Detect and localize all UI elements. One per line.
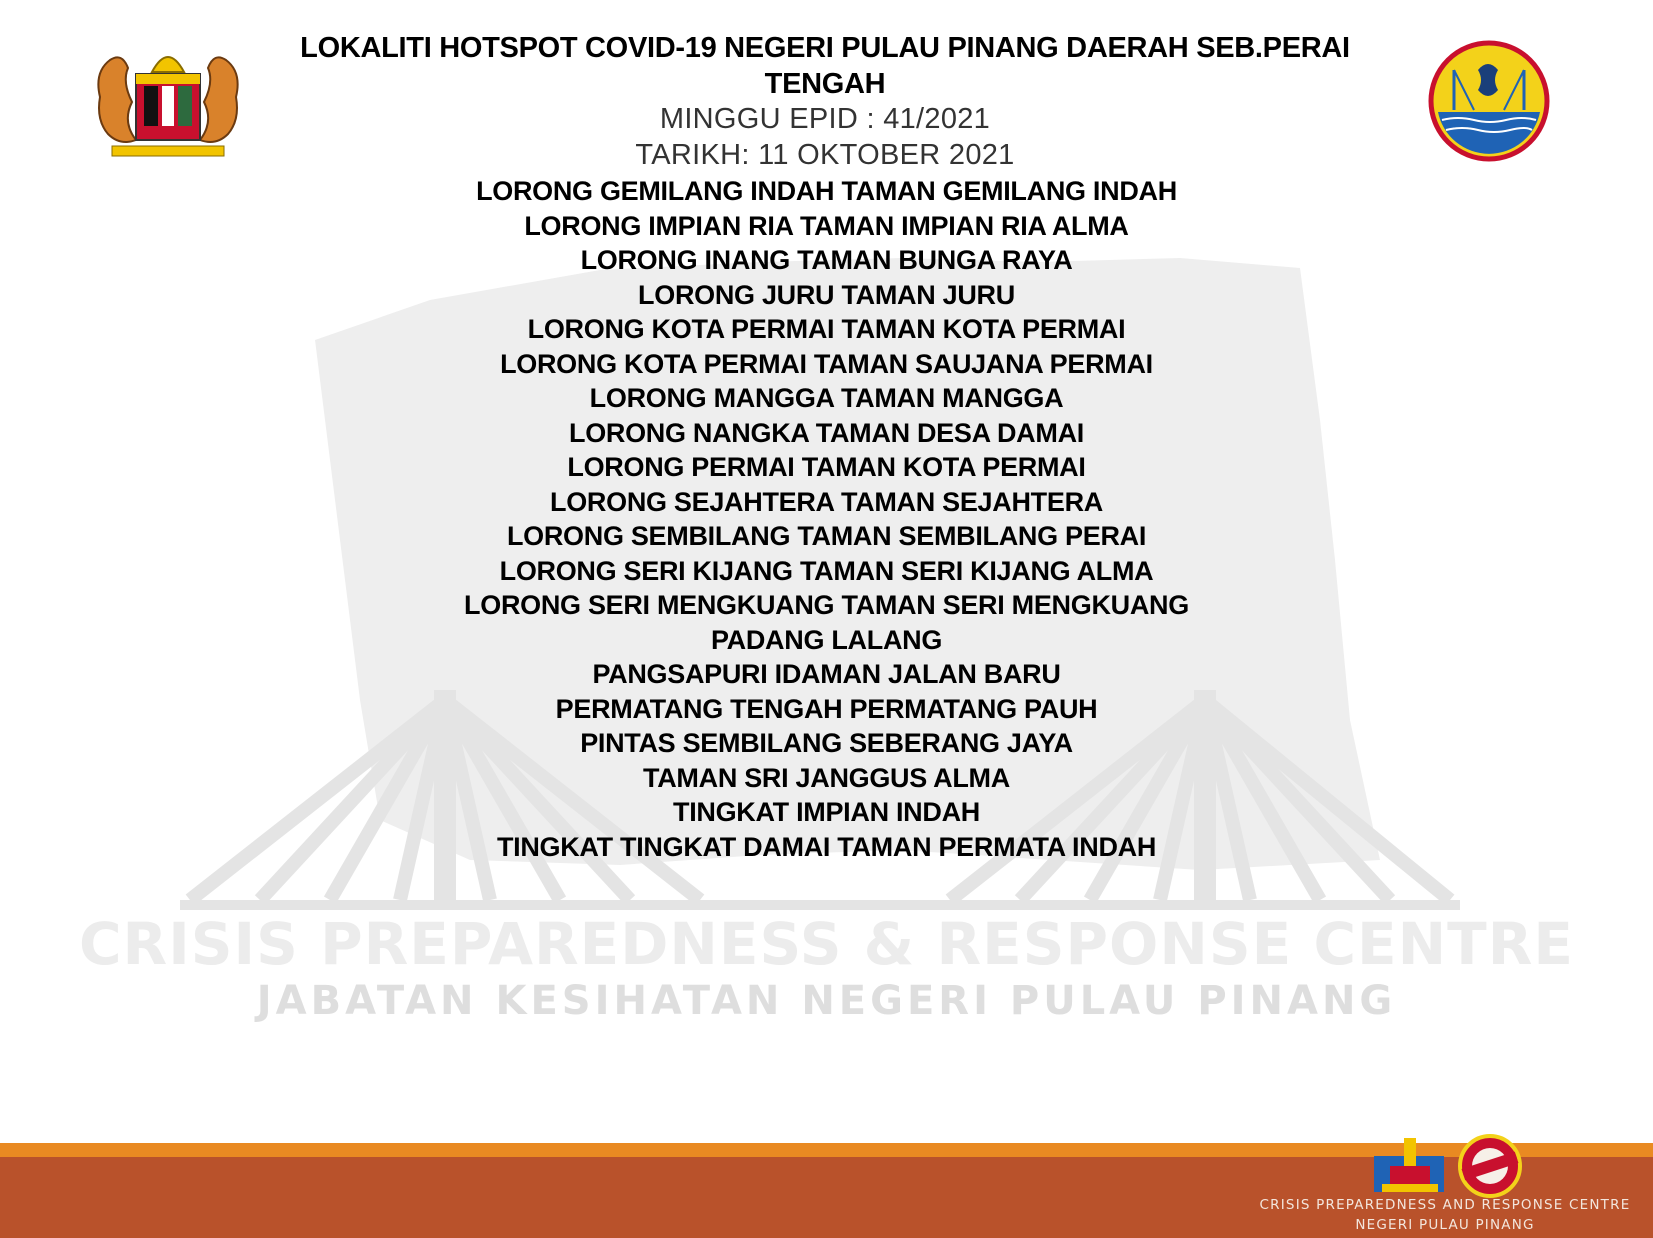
list-item: LORONG INANG TAMAN BUNGA RAYA	[580, 245, 1073, 275]
hotspot-locality-list	[0, 174, 1653, 864]
report-date-label: TARIKH: 11 OKTOBER 2021	[635, 139, 1015, 171]
list-item: PADANG LALANG	[710, 624, 943, 655]
list-item: LORONG GEMILANG INDAH TAMAN GEMILANG INDAH	[476, 176, 1177, 206]
list-item: LORONG KOTA PERMAI TAMAN SAUJANA PERMAI	[500, 348, 1153, 379]
list-item: TAMAN SRI JANGGUS ALMA	[643, 762, 1010, 793]
list-item: LORONG SERI MENGKUANG TAMAN SERI MENGKUANG	[464, 590, 1189, 620]
footer-logos	[1368, 1130, 1538, 1200]
penang-state-seal-logo	[1428, 40, 1550, 162]
watermark-subtitle: JABATAN KESIHATAN NEGERI PULAU PINANG	[256, 978, 1397, 1024]
footer-org-state: NEGERI PULAU PINANG	[1355, 1217, 1535, 1233]
list-item: TINGKAT TINGKAT DAMAI TAMAN PERMATA INDAH	[496, 831, 1157, 862]
list-item: LORONG KOTA PERMAI TAMAN KOTA PERMAI	[527, 314, 1126, 344]
watermark-title: CRISIS PREPAREDNESS & RESPONSE CENTRE	[78, 910, 1575, 978]
list-item: LORONG JURU TAMAN JURU	[638, 279, 1015, 310]
footer-org-name: CRISIS PREPAREDNESS AND RESPONSE CENTRE	[1259, 1197, 1631, 1213]
list-item: LORONG SERI KIJANG TAMAN SERI KIJANG ALMA	[499, 555, 1154, 586]
list-item: LORONG NANGKA TAMAN DESA DAMAI	[569, 417, 1084, 448]
page-title: LOKALITI HOTSPOT COVID-19 NEGERI PULAU PINANG DAERAH SEB.PERAI TENGAH	[300, 32, 1350, 100]
list-item: LORONG SEJAHTERA TAMAN SEJAHTERA	[550, 486, 1103, 517]
covid-campaign-logo-icon	[1460, 1136, 1520, 1196]
list-item: PINTAS SEMBILANG SEBERANG JAYA	[580, 728, 1073, 758]
list-item: TINGKAT IMPIAN INDAH	[673, 797, 980, 827]
list-item: LORONG PERMAI TAMAN KOTA PERMAI	[567, 452, 1086, 482]
list-item: LORONG MANGGA TAMAN MANGGA	[589, 383, 1064, 413]
malaysia-coat-of-arms-logo	[92, 42, 244, 162]
list-item: LORONG IMPIAN RIA TAMAN IMPIAN RIA ALMA	[524, 210, 1129, 241]
cprc-logo-icon	[1374, 1138, 1444, 1192]
epid-week-label: MINGGU EPID : 41/2021	[659, 103, 991, 135]
list-item: LORONG SEMBILANG TAMAN SEMBILANG PERAI	[506, 521, 1147, 551]
list-item: PANGSAPURI IDAMAN JALAN BARU	[592, 659, 1061, 689]
list-item: PERMATANG TENGAH PERMATANG PAUH	[555, 693, 1098, 724]
